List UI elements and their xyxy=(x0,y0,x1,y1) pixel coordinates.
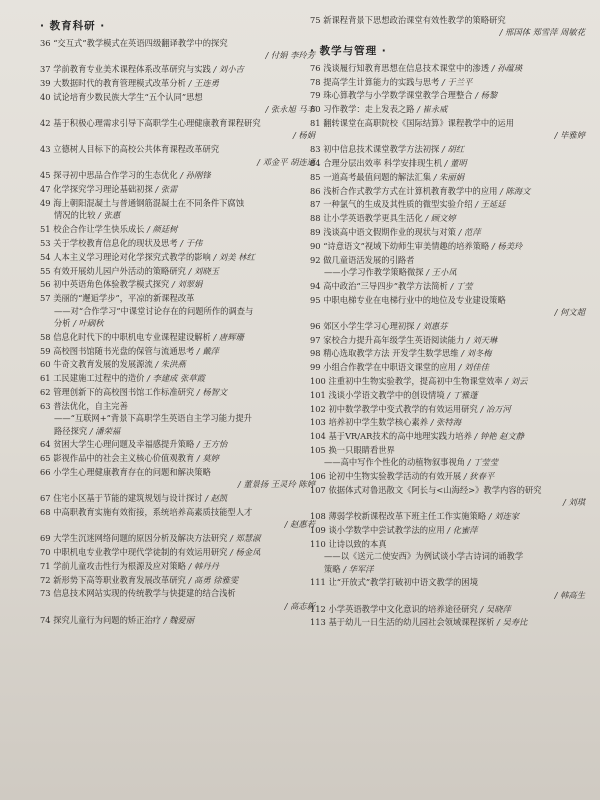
toc-entry xyxy=(310,240,585,252)
entry-title: 101 浅谈小学语文教学中的创设情境 xyxy=(310,389,445,400)
entry-title: 103 培养初中学生数学核心素养 xyxy=(310,417,429,428)
toc-entry xyxy=(310,616,585,628)
entry-title: 106 论初中生物实验教学活动的有效开展 xyxy=(310,471,462,482)
toc-entry xyxy=(310,361,585,373)
toc-entry xyxy=(310,375,585,387)
entry-title: 72 新形势下高等职业教育发展改革研究 xyxy=(40,574,186,585)
toc-entry xyxy=(40,546,315,558)
entry-title: 68 中高职教育实施有效衔接，系统培养高素质技能型人才 xyxy=(40,506,253,517)
entry-author: / 朱洪燕 xyxy=(155,359,186,370)
entry-title: 43 立德树人目标下的高校公共体育课程改革研究 xyxy=(40,144,220,155)
entry-author: / 郑慧淑 xyxy=(230,533,261,544)
entry-title: 109 谈小学数学中尝试教学法的应用 xyxy=(310,524,445,535)
entry-title: 67 住宅小区基于节能的建筑规划与设计探讨 xyxy=(40,493,203,504)
entry-title: 60 牛奇文教育发展的发展源流 xyxy=(40,359,153,370)
entry-author: / 刘小吉 xyxy=(213,64,244,75)
entry-title: 108 薄弱学校新课程改革下班主任工作实施策略 xyxy=(310,511,487,522)
toc-entry xyxy=(40,237,315,249)
entry-author: / 戴萍 xyxy=(196,345,219,356)
entry-author: / 刘晓玉 xyxy=(188,265,219,276)
entry-title: 74 探究儿童行为问题的矫正治疗 xyxy=(40,614,162,625)
entry-author: / 王方怡 xyxy=(196,439,228,450)
entry-subtitle: ——对“合作学习”中课堂讨论存在的问题所作的调查与 xyxy=(54,305,254,316)
entry-author: / 赵惠若 xyxy=(284,519,315,530)
entry-author: / 孙蕴瑛 xyxy=(491,62,523,73)
toc-entry xyxy=(310,198,585,210)
left-entry-list xyxy=(40,37,315,626)
toc-entry xyxy=(40,117,315,142)
entry-title: 95 中职电梯专业在电梯行业中的地位及专业建设策略 xyxy=(310,294,506,305)
entry-author: / 邢国体 郑雪萍 周敏花 xyxy=(499,27,585,38)
entry-title: 113 基于幼儿一日生活的幼儿园社会领域课程探析 xyxy=(310,617,495,628)
entry-author: / 刘美 林红 xyxy=(213,251,255,262)
entry-author: / 刘云 xyxy=(505,375,528,386)
entry-author: / 杨黎 xyxy=(475,90,498,101)
toc-entry xyxy=(40,560,315,572)
toc-entry xyxy=(40,223,315,235)
entry-title: 73 信息技术网站实现的传统教学与快捷建的结合浅析 xyxy=(40,588,236,599)
entry-title: 63 普法优化，自主完善 xyxy=(40,400,128,411)
toc-entry xyxy=(310,185,585,197)
entry-author: / 丁莹 xyxy=(450,280,473,291)
entry-author: / 李建成 张草霞 xyxy=(147,373,205,384)
toc-entry xyxy=(40,197,315,222)
toc-entry xyxy=(40,492,315,504)
toc-entry xyxy=(40,532,315,544)
toc-entry xyxy=(40,372,315,384)
toc-entry xyxy=(40,452,315,464)
toc-entry xyxy=(310,603,585,615)
entry-author: / 钟艳 赵文静 xyxy=(474,431,525,442)
entry-subtitle-continued: 分析 / 叶刷秋 xyxy=(54,318,104,328)
entry-title: 64 贫困大学生心理问题及幸福感提升策略 xyxy=(40,439,195,450)
toc-entry xyxy=(310,103,585,115)
entry-author: / 毕雅婷 xyxy=(554,130,585,141)
toc-entry xyxy=(310,430,585,442)
entry-author: / 刘连家 xyxy=(488,511,520,522)
toc-entry xyxy=(310,143,585,155)
entry-title: 84 合理分层出效率 科学安排现生机 xyxy=(310,158,442,168)
entry-title: 61 工民建施工过程中的造价 xyxy=(40,373,145,384)
entry-subtitle: 情况的比较 / 张惠 xyxy=(54,210,121,221)
entry-author: / 顾文婷 xyxy=(425,213,456,224)
entry-author: / 赵凯 xyxy=(205,493,228,504)
entry-title: 36 “交互式”教学模式在英语四级翻译教学中的探究 xyxy=(40,38,228,48)
entry-author: / 何文超 xyxy=(554,306,585,317)
toc-entry xyxy=(310,14,585,39)
entry-author: / 朱丽娟 xyxy=(433,171,465,182)
entry-author: / 杨金凤 xyxy=(230,546,261,557)
entry-author: / 叶刷秋 xyxy=(73,318,104,328)
entry-author: / 杨美玲 xyxy=(491,240,523,251)
entry-author: / 潘荣福 xyxy=(89,425,121,436)
entry-title: 66 小学生心理健康教育存在的问题和解决策略 xyxy=(40,466,211,477)
entry-author: / 张永旭 马丰 xyxy=(265,104,315,115)
entry-author: / 董明 xyxy=(444,158,467,168)
toc-entry xyxy=(40,77,315,89)
entry-author: / 付娟 李玲芳 xyxy=(265,50,315,61)
entry-title: 80 习作教学：走上发表之路 xyxy=(310,104,415,115)
entry-author: / 孙刚锋 xyxy=(180,170,211,181)
toc-entry xyxy=(310,576,585,601)
entry-author: / 化蜜萍 xyxy=(447,524,478,535)
entry-author: / 范萍 xyxy=(458,226,481,237)
entry-author: / 唐辉珊 xyxy=(213,331,244,342)
toc-entry xyxy=(310,254,585,279)
entry-title: 40 试论培育少数民族大学生“五个认同”思想 xyxy=(40,91,203,102)
toc-entry xyxy=(40,143,315,168)
toc-entry xyxy=(310,320,585,332)
entry-author: / 莫婷 xyxy=(196,453,219,464)
toc-entry xyxy=(310,280,585,292)
toc-entry xyxy=(40,63,315,75)
toc-entry xyxy=(40,169,315,181)
entry-title: 111 让“开放式”教学打破初中语文教学的困境 xyxy=(310,577,479,588)
toc-entry xyxy=(40,438,315,450)
right-column xyxy=(310,14,585,630)
entry-author: / 刘天琳 xyxy=(466,334,498,345)
entry-title: 53 关于学校教育信息化的现状及思考 xyxy=(40,238,178,248)
toc-entry xyxy=(310,76,585,88)
entry-title: 58 信息化时代下的中职机电专业课程建设解析 xyxy=(40,331,211,342)
entry-title: 51 校企合作让学生快乐成长 xyxy=(40,224,145,235)
entry-title: 45 探寻初中思品合作学习的生态优化 xyxy=(40,170,178,181)
entry-title: 98 精心选取教学方法 开发学生数学思维 xyxy=(310,348,459,359)
toc-entry xyxy=(310,484,585,509)
toc-entry xyxy=(310,171,585,183)
entry-author: / 崔永威 xyxy=(417,104,448,115)
entry-author: / 颜廷树 xyxy=(147,224,178,235)
entry-title: 88 让小学英语教学更具生活化 xyxy=(310,213,423,224)
entry-title: 81 翻转课堂在高职院校《国际结算》课程教学中的运用 xyxy=(310,118,515,128)
entry-title: 99 小组合作教学在中职语文课堂的应用 xyxy=(310,362,456,373)
entry-title: 69 大学生沉迷网络问题的原因分析及解决方法研究 xyxy=(40,533,228,544)
toc-entry xyxy=(310,403,585,415)
entry-title: 39 大数据时代的教育管理模式改革分析 xyxy=(40,78,186,88)
entry-title: 55 有效开展幼儿园户外活动的策略研究 xyxy=(40,265,186,276)
toc-entry xyxy=(310,157,585,169)
toc-entry xyxy=(310,389,585,401)
right-entry-list xyxy=(310,62,585,629)
entry-author: / 高志新 xyxy=(284,600,315,611)
entry-title: 89 浅谈高中语文假期作业的现状与对策 xyxy=(310,226,456,237)
entry-subtitle-continued: 策略 / 华军洋 xyxy=(324,563,374,574)
entry-title: 78 提高学生计算能力的实践与思考 xyxy=(310,76,440,87)
toc-entry xyxy=(310,538,585,575)
toc-entry xyxy=(40,466,315,491)
entry-title: 94 高中政治“三导四步”教学方法简析 xyxy=(310,280,448,291)
entry-author: / 王延廷 xyxy=(475,199,506,210)
entry-author: / 胡红 xyxy=(442,144,465,155)
toc-entry xyxy=(40,91,315,116)
entry-title: 75 新课程背景下思想政治课堂有效性教学的策略研究 xyxy=(310,15,506,25)
entry-title: 87 一种氯气的生成及其性质的微型实验介绍 xyxy=(310,199,473,210)
entry-title: 90 “诗意语文”视域下幼师生审美情趣的培养策略 xyxy=(310,240,490,251)
entry-title: 49 海上朝阳混凝土与普通钢筋混凝土在不同条件下腐蚀 xyxy=(40,198,245,208)
entry-title: 97 家校合力提升高年级学生英语阅读能力 xyxy=(310,334,465,345)
toc-entry xyxy=(310,117,585,142)
entry-author: / 邓金平 胡连通 xyxy=(257,156,315,167)
toc-entry xyxy=(310,294,585,319)
toc-entry xyxy=(310,212,585,224)
entry-title: 71 学前儿童攻击性行为根源及应对策略 xyxy=(40,560,186,571)
entry-title: 76 浅谈履行知教育思想在信息技术课堂中的渗透 xyxy=(310,62,490,73)
entry-title: 112 小学英语教学中文化意识的培养途径研究 xyxy=(310,603,478,614)
entry-author: / 王小凤 xyxy=(426,266,457,277)
entry-author: / 陈海文 xyxy=(500,185,531,196)
entry-title: 104 基于VR/AR技术的高中地理实践力培养 xyxy=(310,431,472,442)
entry-subtitle-continued: 路径探究 / 潘荣福 xyxy=(54,425,121,436)
toc-entry xyxy=(40,265,315,277)
toc-entry xyxy=(310,334,585,346)
entry-author: / 吴晓萍 xyxy=(480,603,511,614)
toc-entry xyxy=(310,510,585,522)
entry-title: 92 做几童语活发展的引路者 xyxy=(310,254,415,265)
toc-entry xyxy=(40,278,315,290)
toc-entry xyxy=(40,574,315,586)
toc-entry xyxy=(40,37,315,62)
left-column xyxy=(40,14,315,627)
entry-author: / 刘翠娟 xyxy=(172,279,203,290)
toc-entry xyxy=(310,226,585,238)
entry-title: 59 高校图书馆随书光盘的保管与流通思考 xyxy=(40,345,195,356)
toc-entry xyxy=(40,400,315,437)
entry-title: 70 中职机电专业教学中现代学徒制的有效运用研究 xyxy=(40,546,228,557)
toc-entry xyxy=(40,292,315,329)
entry-title: 100 注重初中生物实验教学，提高初中生物课堂效率 xyxy=(310,375,503,386)
entry-author: / 韩丹丹 xyxy=(188,560,219,571)
toc-entry xyxy=(310,416,585,428)
toc-entry xyxy=(310,347,585,359)
toc-entry xyxy=(40,358,315,370)
entry-title: 85 一道高考最值问题的解法汇集 xyxy=(310,171,432,182)
entry-title: 65 影视作品中的社会主义核心价值观教育 xyxy=(40,453,195,464)
entry-author: / 高勇 徐雅雯 xyxy=(188,574,239,585)
toc-entry xyxy=(310,89,585,101)
entry-author: / 张惠 xyxy=(98,210,121,221)
entry-title: 96 郊区小学生学习心理初探 xyxy=(310,320,415,331)
toc-entry xyxy=(40,251,315,263)
entry-title: 105 换一只眼睛看世界 xyxy=(310,444,395,455)
toc-entry xyxy=(40,506,315,531)
toc-entry xyxy=(40,331,315,343)
entry-title: 42 基于积极心理需求引导下高职学生心理健康教育课程研究 xyxy=(40,118,261,128)
entry-title: 79 珠心算教学与小学数学课堂教学合理整合 xyxy=(310,90,473,101)
entry-title: 83 初中信息技术课堂教学方法初探 xyxy=(310,144,440,155)
entry-author: / 狄春平 xyxy=(463,471,495,482)
entry-author: / 刘惠芬 xyxy=(417,320,448,331)
toc-entry xyxy=(310,444,585,469)
entry-title: 102 初中数学教学中变式教学的有效运用研究 xyxy=(310,403,478,414)
entry-subtitle: ——小学习作教学策略微探 / 王小凤 xyxy=(324,266,457,277)
entry-author: / 张特海 xyxy=(430,417,462,428)
toc-entry xyxy=(310,470,585,482)
entry-author: / 刘佳佳 xyxy=(458,362,489,373)
right-top-entry-list xyxy=(310,14,585,39)
toc-entry xyxy=(40,386,315,398)
toc-entry xyxy=(310,524,585,536)
entry-author: / 刘冬梅 xyxy=(461,348,492,359)
entry-title: 107 依据体式对鲁迅散文《阿长与<山海经>》教学内容的研究 xyxy=(310,484,542,495)
entry-title: 86 浅析合作式教学方式在计算机教育教学中的应用 xyxy=(310,185,498,196)
entry-subtitle: ——“互联网+”背景下高职学生英语自主学习能力提升 xyxy=(54,413,252,424)
entry-title: 56 初中英语角色体验教学模式探究 xyxy=(40,279,170,290)
toc-entry xyxy=(40,587,315,612)
entry-author: / 冶万河 xyxy=(480,403,511,414)
entry-title: 47 化学探究学习理论基础初探 xyxy=(40,184,153,195)
section-title-education-research: · 教育科研 · xyxy=(40,20,106,32)
toc-entry xyxy=(310,62,585,74)
entry-author: / 张雷 xyxy=(155,184,178,195)
entry-author: / 杨娟 xyxy=(292,130,315,141)
toc-entry xyxy=(40,614,315,626)
entry-author: / 于兰平 xyxy=(442,76,473,87)
entry-author: / 董景扬 王灵玲 陈婷 xyxy=(237,479,315,490)
section-title-teaching-management: · 教学与管理 · xyxy=(310,44,387,57)
entry-title: 54 人本主义学习理论对化学探究式教学的影响 xyxy=(40,251,211,262)
toc-entry xyxy=(40,345,315,357)
toc-entry xyxy=(40,183,315,195)
entry-subtitle: ——以《送元二使安西》为例试谈小学古诗词的诵教学 xyxy=(324,551,524,562)
entry-author: / 丁雅蓬 xyxy=(447,389,478,400)
entry-title: 37 学前教育专业美术课程体系改革研究与实践 xyxy=(40,64,211,75)
entry-title: 110 让诗以致的本真 xyxy=(310,538,387,549)
entry-title: 57 美丽的“邂逅学步”，平凉的新课程改革 xyxy=(40,293,195,304)
entry-author: / 魏爱丽 xyxy=(163,614,195,625)
entry-author: / 丁莹莹 xyxy=(467,457,499,468)
entry-subtitle: ——高中写作个性化的动植物叙事视角 / 丁莹莹 xyxy=(324,457,499,468)
entry-title: 62 管理创新下的高校图书馆工作标准研究 xyxy=(40,386,195,397)
entry-author: / 于伟 xyxy=(180,238,203,248)
entry-author: / 刘琪 xyxy=(562,497,585,508)
entry-author: / 韩高生 xyxy=(554,589,585,600)
entry-author: / 王连勇 xyxy=(188,78,219,88)
entry-author: / 吴寿比 xyxy=(497,617,528,628)
entry-author: / 杨智文 xyxy=(196,386,228,397)
entry-author: / 华军洋 xyxy=(343,563,374,574)
